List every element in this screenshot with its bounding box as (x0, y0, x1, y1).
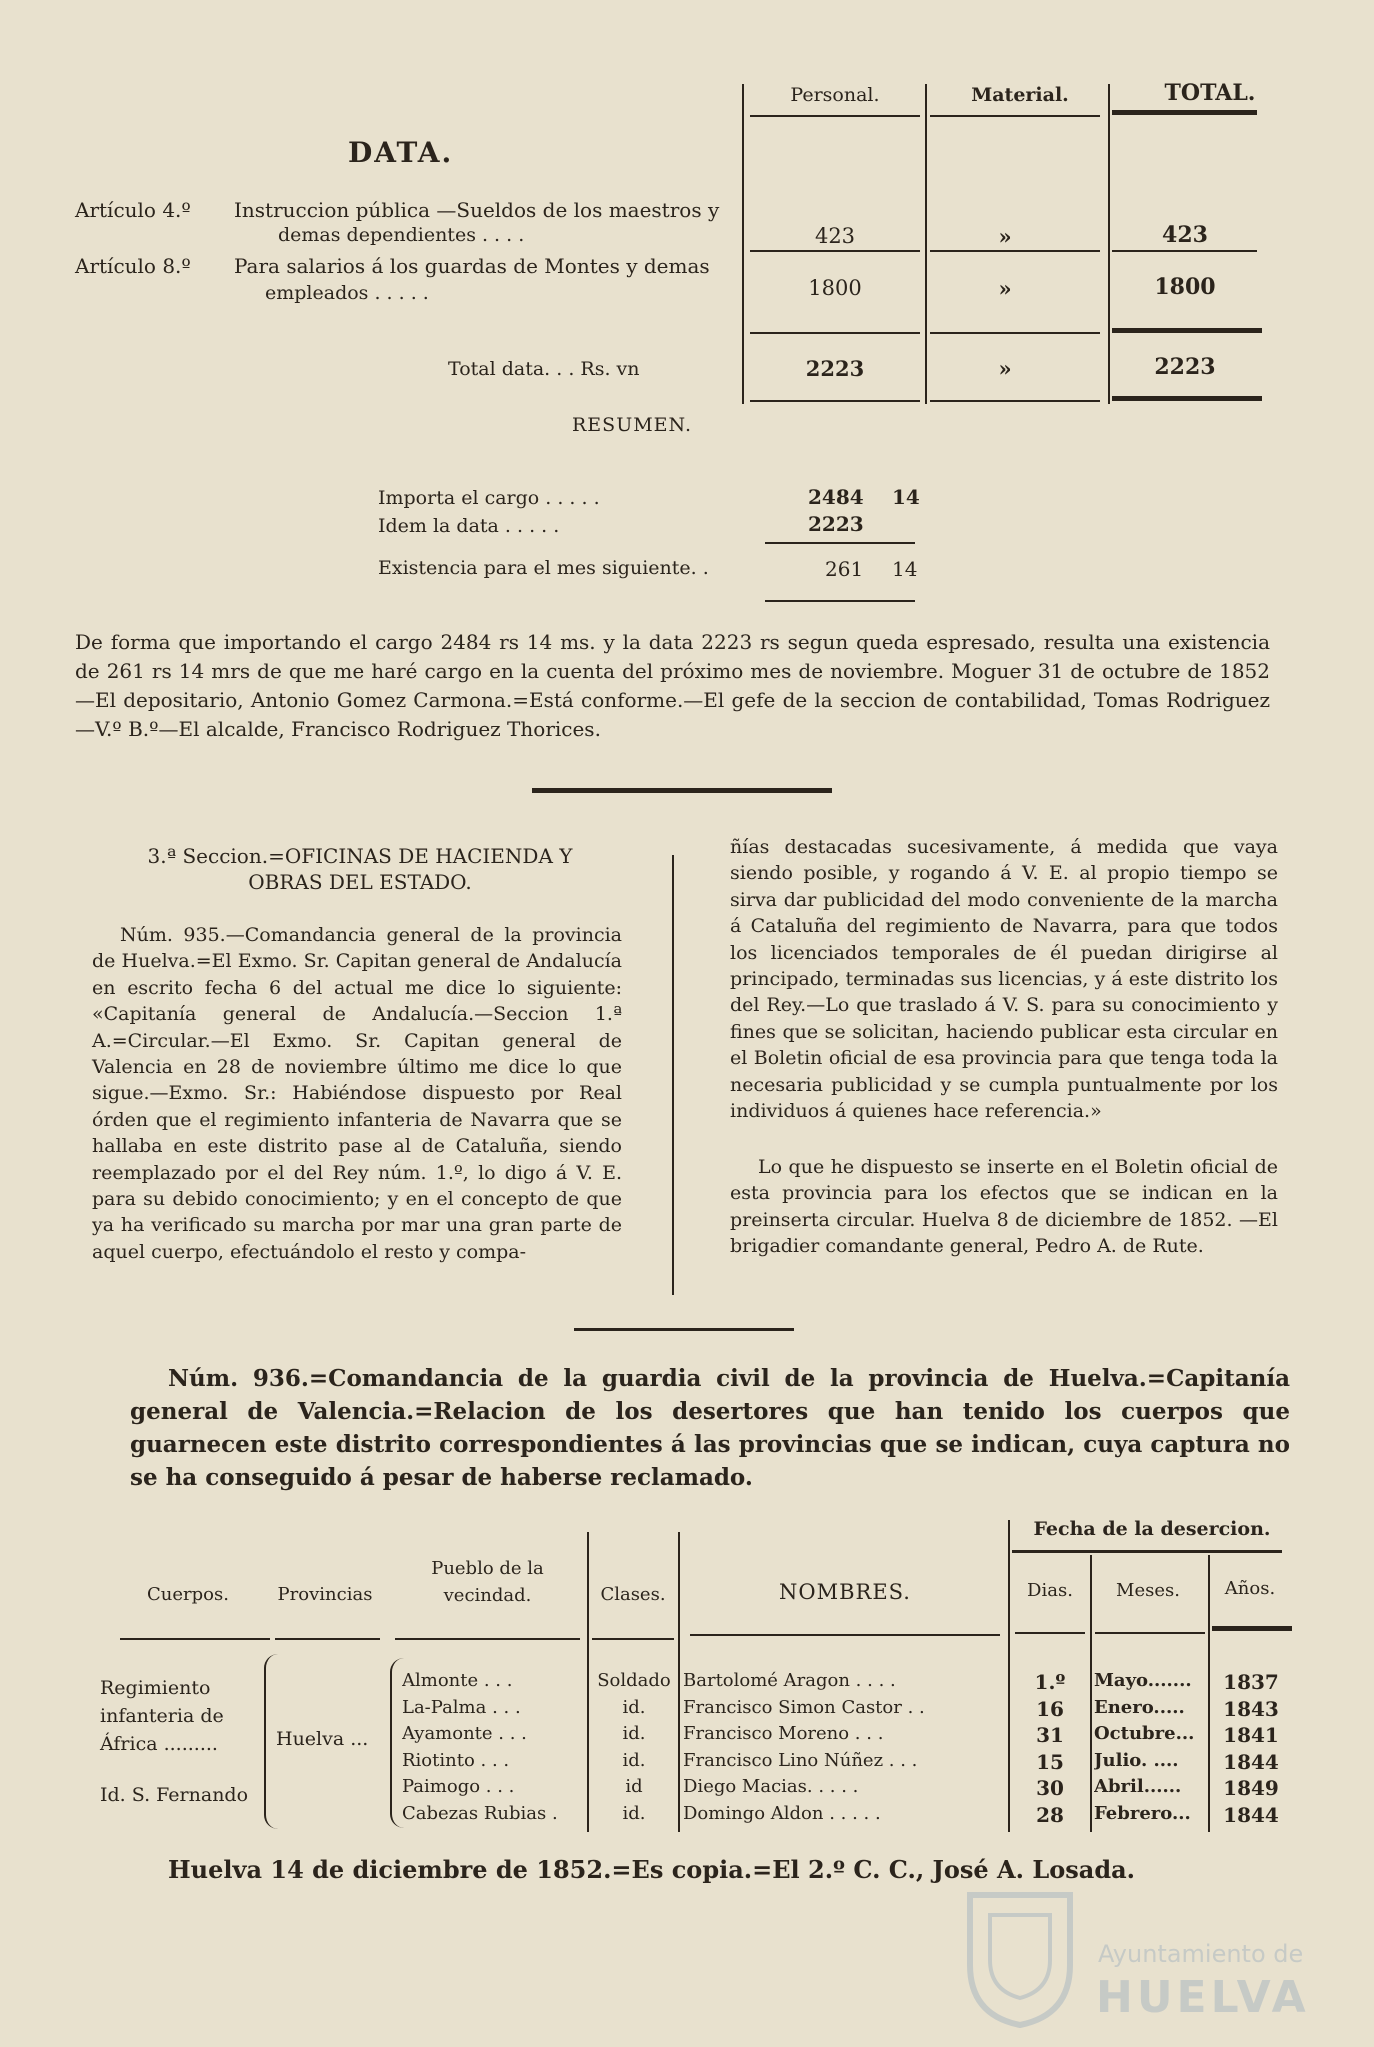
dia-cell: 30 (1036, 1776, 1064, 1800)
article-text: demas dependientes . . . . (278, 224, 525, 246)
mes-cell: Febrero... (1094, 1802, 1191, 1824)
num935-left-text: Núm. 935.—Comandancia general de la provincia de Huelva.=El Exmo. Sr. Capitan general de Andalucía en escrito fecha 6 del actual me dice lo siguiente: «Capitanía general de Andalucía.—Seccion 1.ª A.=Circular.—El Exmo. Sr. Capitan general de Valencia en 28 de noviembre último me dice lo que sigue.—Exmo. Sr.: Habiéndose dispuesto por Real órden que el regimiento infanteria de Navarra que se hallaba en este distrito pase al de Cataluña, siendo reemplazado por el del Rey núm. 1.º, lo digo á V. E. para su debido conocimiento; y en el concepto de que ya ha verificado su marcha por mar una gran parte de aquel cuerpo, efectuándolo el resto y compa- (92, 924, 622, 1263)
pueblo-cell: La-Palma . . . (402, 1696, 521, 1718)
ano-cell: 1844 (1223, 1749, 1279, 1774)
col-personal-header: Personal. (790, 84, 880, 106)
provincias-header: Provincias (277, 1584, 373, 1605)
dia-cell: 16 (1036, 1696, 1064, 1721)
table-rule (1012, 1550, 1282, 1553)
article-label: Artículo 4.º (75, 198, 191, 222)
cuerpos-header: Cuerpos. (147, 1584, 229, 1605)
data-heading: DATA. (348, 136, 454, 169)
article-text: empleados . . . . . (265, 282, 429, 304)
pueblo-cell: Almonte . . . (402, 1670, 513, 1691)
provincia-cell: Huelva ... (276, 1728, 369, 1750)
huelva-crest-watermark (960, 1885, 1080, 2035)
pueblo-cell: Riotinto . . . (402, 1749, 510, 1771)
article-text: Para salarios á los guardas de Montes y demas (234, 254, 710, 278)
table-rule (1112, 328, 1262, 333)
resumen-rule (765, 542, 915, 544)
mes-cell: Mayo....... (1094, 1670, 1192, 1691)
table-rule (1112, 250, 1257, 252)
dia-cell: 1.º (1034, 1670, 1066, 1694)
resumen-label: Existencia para el mes siguiente. . (378, 557, 709, 579)
dia-cell: 15 (1036, 1749, 1064, 1774)
clase-cell: id. (622, 1749, 646, 1771)
clase-cell: Soldado (597, 1670, 671, 1691)
table-divider (1090, 1555, 1092, 1832)
resumen-value: 2484 (808, 485, 864, 509)
clase-cell: id. (622, 1696, 646, 1718)
resumen-label: Idem la data . . . . . (378, 515, 560, 537)
column-divider (672, 855, 674, 1295)
table-rule (750, 332, 920, 334)
pueblo-cell: Ayamonte . . . (402, 1723, 527, 1744)
resumen-label: Importa el cargo . . . . . (378, 487, 600, 509)
table-rule (930, 400, 1100, 402)
pueblo-cell: Paimogo . . . (402, 1776, 515, 1797)
personal-value: 1800 (808, 276, 862, 300)
anos-header: Años. (1224, 1578, 1276, 1599)
num935-right-text: ñías destacadas sucesivamente, á medida que vaya siendo posible, y rogando á V. E. al propio tiempo se sirva dar publicidad del modo conveniente de la marcha á Cataluña del regimiento de Navarra, para que todos los licenciados temporales de él puedan dirigirse al principado, terminadas sus licencias, y á este distrito los del Rey.—Lo que traslado á V. S. para su conocimiento y fines que se solicitan, haciendo publicar esta circular en el Boletin oficial de esa provincia para que tenga toda la necesaria publicidad y se cumpla puntualmente por los individuos á quienes hace referencia.» (730, 836, 1278, 1123)
table-divider (587, 1532, 589, 1832)
mes-cell: Abril...... (1094, 1776, 1182, 1797)
total-personal: 2223 (805, 356, 865, 381)
num936-text: Núm. 936.=Comandancia de la guardia civil de la provincia de Huelva.=Capitanía general de Valencia.=Relacion de los desertores que han tenido los cuerpos que guarnecen este distrito correspondientes á las provincias que se indican, cuya captura no se ha conseguido á pesar de haberse reclamado. (130, 1365, 1290, 1491)
watermark-title: HUELVA (1096, 1972, 1310, 2023)
watermark-text: Ayuntamiento de (1098, 1940, 1304, 1968)
table-rule (930, 250, 1100, 252)
table-divider (1008, 1520, 1010, 1832)
table-rule (1112, 110, 1257, 115)
material-value: » (998, 276, 1012, 301)
ano-cell: 1844 (1223, 1802, 1279, 1827)
table-rule (1095, 1632, 1205, 1634)
section-title: 3.ª Seccion.=OFICINAS DE HACIENDA Y (147, 844, 573, 868)
mes-cell: Julio. .... (1094, 1749, 1179, 1771)
table-rule (1112, 396, 1262, 401)
total-total: 2223 (1154, 354, 1216, 380)
table-rule (1212, 1626, 1292, 1631)
mes-cell: Enero..... (1094, 1696, 1185, 1718)
resumen-value: 261 (825, 557, 864, 581)
nombres-header: NOMBRES. (779, 1580, 911, 1604)
dia-cell: 28 (1036, 1802, 1064, 1827)
table-rule (750, 250, 920, 252)
section-title: OBRAS DEL ESTADO. (248, 870, 472, 894)
table-divider (925, 84, 927, 404)
clase-cell: id (625, 1776, 643, 1797)
meses-header: Meses. (1116, 1580, 1180, 1601)
resumen-paragraph: De forma que importando el cargo 2484 rs 14 ms. y la data 2223 rs segun queda espresado, resulta una existencia de 261 rs 14 mrs de que me haré cargo en la cuenta del próximo mes de noviembre. Moguer 31 de octubre de 1852 —El depositario, Antonio Gomez Carmona.=Está conforme.—El gefe de la seccion de contabilidad, Tomas Rodriguez —V.º B.º—El alcalde, Francisco Rodriguez Thorices. (75, 630, 1270, 741)
col-material-header: Material. (971, 84, 1069, 106)
resumen-cents: 14 (892, 485, 920, 509)
cuerpo-cell: Regimiento infanteria de África ......... (100, 1677, 224, 1755)
total-value: 1800 (1154, 274, 1216, 300)
nombre-cell: Diego Macias. . . . . (683, 1776, 859, 1797)
nombre-cell: Francisco Moreno . . . (683, 1723, 884, 1744)
material-value: » (998, 224, 1012, 249)
footer-signature: Huelva 14 de diciembre de 1852.=Es copia.=El 2.º C. C., José A. Losada. (168, 1855, 1136, 1884)
clases-header: Clases. (600, 1584, 666, 1605)
ano-cell: 1843 (1223, 1696, 1279, 1721)
personal-value: 423 (814, 224, 856, 248)
table-rule (750, 400, 920, 402)
nombre-cell: Domingo Aldon . . . . . (683, 1802, 881, 1824)
article-text: Instruccion pública —Sueldos de los maestros y (234, 198, 720, 222)
cuerpo-cell: Id. S. Fernando (100, 1784, 249, 1806)
resumen-heading: RESUMEN. (572, 414, 692, 436)
table-divider (742, 84, 744, 404)
pueblo-cell: Cabezas Rubias . (402, 1802, 558, 1824)
fecha-header: Fecha de la desercion. (1033, 1518, 1271, 1540)
table-rule (750, 115, 920, 117)
dia-cell: 31 (1036, 1723, 1064, 1747)
nombre-cell: Francisco Simon Castor . . (683, 1696, 925, 1718)
mes-cell: Octubre... (1094, 1723, 1195, 1744)
ano-cell: 1837 (1223, 1670, 1279, 1694)
article-label: Artículo 8.º (75, 254, 191, 278)
table-rule (1015, 1632, 1085, 1634)
table-rule (930, 332, 1100, 334)
col-total-header: TOTAL. (1164, 80, 1256, 106)
ano-cell: 1849 (1223, 1776, 1279, 1800)
section-separator (574, 1328, 794, 1331)
resumen-value: 2223 (808, 512, 864, 536)
table-rule (592, 1638, 674, 1640)
pueblo-header: Pueblo de la vecindad. (431, 1558, 544, 1606)
ano-cell: 1841 (1223, 1723, 1279, 1747)
nombre-cell: Francisco Lino Núñez . . . (683, 1749, 918, 1771)
table-rule (120, 1638, 270, 1640)
dias-header: Dias. (1027, 1580, 1073, 1601)
resumen-rule (765, 600, 915, 602)
clase-cell: id. (622, 1802, 646, 1824)
resumen-cents: 14 (892, 557, 918, 581)
nombre-cell: Bartolomé Aragon . . . . (683, 1670, 896, 1691)
table-rule (690, 1634, 1000, 1636)
total-label: Total data. . . Rs. vn (448, 358, 640, 380)
num935-right-text: Lo que he dispuesto se inserte en el Boletin oficial de esta provincia para los efectos que se indican en la preinserta circular. Huelva 8 de diciembre de 1852. —El brigadier comandante general, Pedro A. de Rute. (730, 1156, 1278, 1258)
section-separator (532, 788, 832, 793)
clase-cell: id. (622, 1723, 646, 1744)
table-rule (275, 1638, 380, 1640)
table-rule (930, 115, 1100, 117)
table-rule (395, 1638, 580, 1640)
total-material: » (998, 356, 1012, 381)
total-value: 423 (1162, 222, 1208, 248)
table-divider (678, 1532, 680, 1832)
